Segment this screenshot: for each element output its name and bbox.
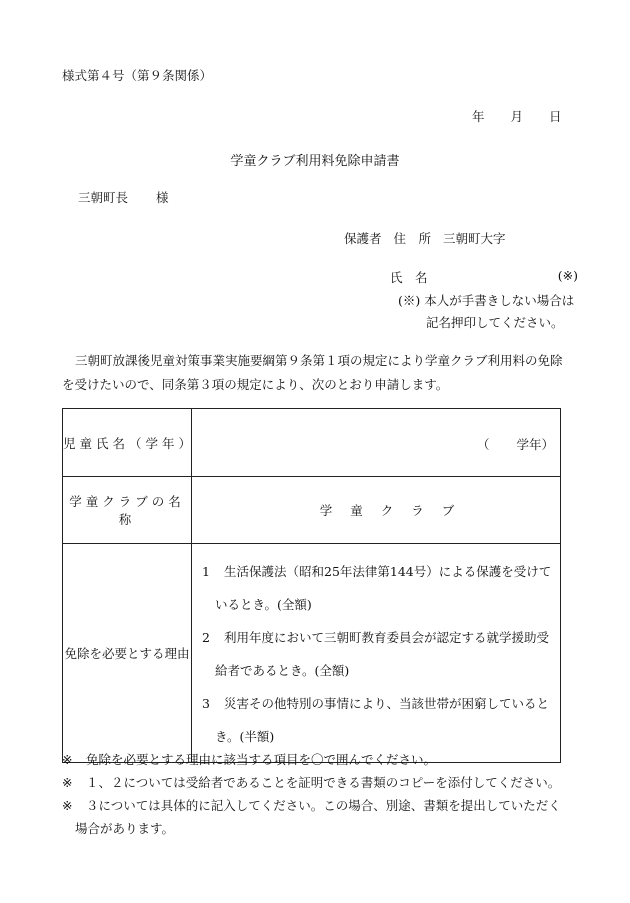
document-title: 学童クラブ利用料免除申請書 (230, 154, 400, 169)
reason-option-3[interactable]: 3 災害その他特別の事情により、当該世帯が困窮しているとき。(半額) (202, 696, 550, 744)
guardian-name-row (390, 268, 578, 286)
reason-label: 免除を必要とする理由 (63, 544, 192, 763)
guardian-label: 保護者 (344, 231, 382, 246)
reason-options (192, 544, 561, 763)
footnote-item: ※ ３については具体的に記入してください。この場合、別途、書類を提出していただく場合があります。 (62, 798, 561, 836)
date-day[interactable]: 日 (549, 109, 562, 124)
address-value[interactable]: 三朝町大字 (443, 231, 506, 246)
grade-paren-open: （ (477, 437, 490, 452)
footnote-item: ※ １、２については受給者であることを証明できる書類のコピーを添付してください。 (62, 775, 561, 790)
footnotes (62, 748, 572, 840)
name-field-mark[interactable]: (※) (557, 268, 578, 283)
application-table (62, 408, 561, 763)
guardian-address-row (344, 229, 518, 247)
addressee (78, 188, 169, 206)
addressee-honorific: 様 (156, 190, 169, 205)
signature-note-line2: 記名押印してください。 (426, 315, 564, 330)
name-label: 氏 名 (390, 270, 428, 285)
grade-suffix: 学年） (516, 437, 554, 452)
child-name-label: 児童氏名（学年） (63, 409, 192, 477)
address-label: 住 所 (393, 231, 432, 246)
club-name-label: 学童クラブの名称 (63, 477, 192, 544)
reason-option-2[interactable]: 2 利用年度において三朝町教育委員会が認定する就学援助受給者であるとき。(全額) (202, 630, 550, 678)
application-statement: 三朝町放課後児童対策事業実施要綱第９条第１項の規定により学童クラブ利用料の免除を受けたいので、同条第３項の規定により、次のとおり申請します。 (62, 353, 563, 392)
date-month[interactable]: 月 (510, 109, 524, 124)
footnote-item: ※ 免除を必要とする理由に該当する項目を〇で囲んでください。 (62, 752, 437, 767)
signature-note-line1: (※) 本人が手書きしない場合は (398, 293, 575, 308)
reason-option-1[interactable]: 1 生活保護法（昭和25年法律第144号）による保護を受けているとき。(全額) (202, 564, 552, 612)
addressee-name: 三朝町長 (78, 190, 129, 205)
child-name-cell[interactable] (192, 409, 561, 477)
date-line (472, 107, 562, 125)
form-number-label: 様式第４号（第９条関係） (62, 68, 213, 83)
club-name-cell[interactable]: 学童クラブ (192, 477, 561, 544)
date-year[interactable]: 年 (472, 109, 485, 124)
